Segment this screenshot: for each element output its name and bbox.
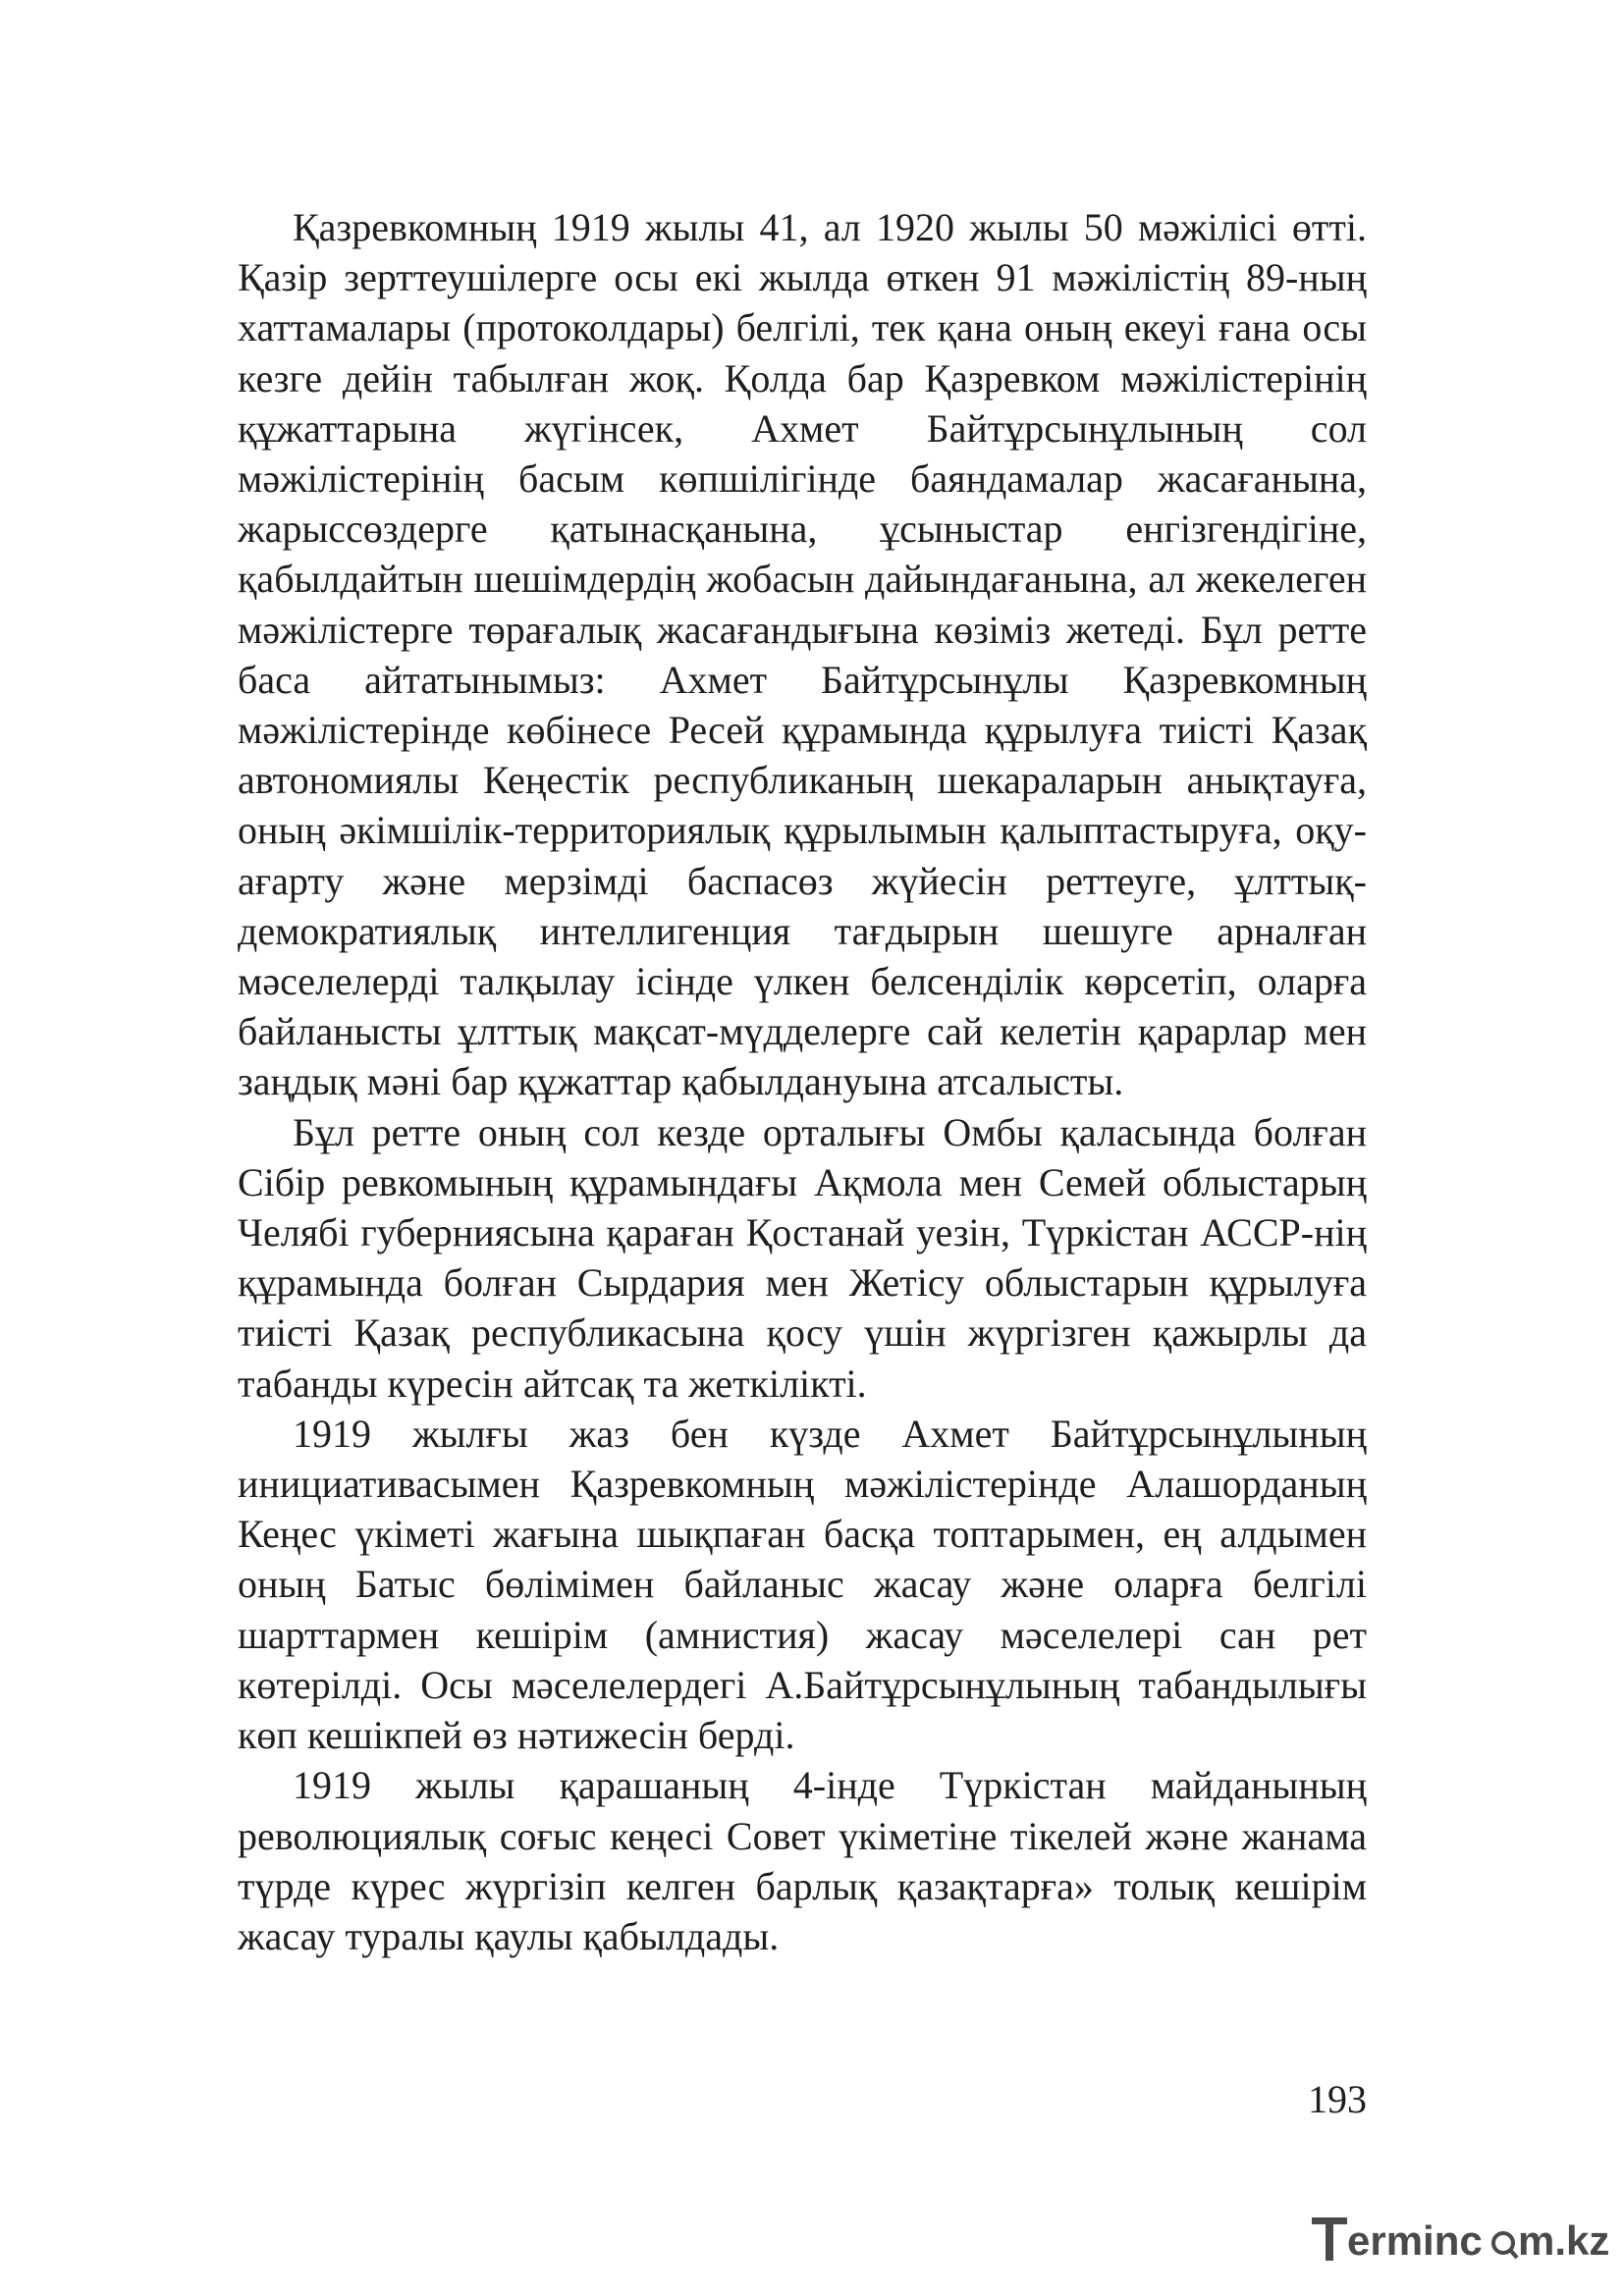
paragraph-4: 1919 жылы қарашаның 4-інде Түркістан майданының революциялық соғыс кеңесі Совет үкіметіне тікелей және жанама түрде күрес жүргізіп келген барлық қазақтарға» толық кешірім жасау туралы қаулы қабылдады. (238, 1763, 1367, 1958)
page-number: 193 (1308, 2077, 1367, 2121)
body-text (238, 202, 1367, 1961)
svg-text:erminc: erminc (1347, 2217, 1483, 2264)
svg-text:m.kz: m.kz (1518, 2217, 1610, 2264)
termincom-watermark-logo (1310, 2212, 1610, 2269)
paragraph-2: Бұл ретте оның сол кезде орталығы Омбы қаласында болған Сібір ревкомының құрамындағы Ақмола мен Семей облыстарың Челябі губерниясына қараған Қостанай уезін, Түркістан АССР-нің құрамында болған Сырдария мен Жетісу облыстарын құрылуға тиісті Қазақ республикасына қосу үшін жүргізген қажырлы да табанды күресін айтсақ та жеткілікті. (238, 1109, 1367, 1406)
paragraph-3: 1919 жылғы жаз бен күзде Ахмет Байтұрсынұлының инициативасымен Қазревкомның мәжілістерінде Алашорданың Кеңес үкіметі жағына шықпаған басқа топтарымен, ең алдымен оның Батыс бөлімімен байланыс жасау және оларға белгілі шарттармен кешірім (амнистия) жасау мәселелері сан рет көтерілді. Осы мәселелердегі А.Байтұрсынұлының табандылығы көп кешікпей өз нәтижесін берді. (238, 1411, 1367, 1758)
t-letter-magnifier-logo-icon (1310, 2212, 1610, 2269)
paragraph-1: Қазревкомның 1919 жылы 41, ал 1920 жылы 50 мәжілісі өтті. Қазір зерттеушілерге осы екі жылда өткен 91 мәжілістің 89-ның хаттамалары (протоколдары) белгілі, тек қана оның екеуі ғана осы кезге дейін табылған жоқ. Қолда бар Қазревком мәжілістерінің құжаттарына жүгінсек, Ахмет Байтұрсынұлының сол мәжілістерінің басым көпшілігінде баяндамалар жасағанына, жарыссөздерге қатынасқанына, ұсыныстар енгізгендігіне, қабылдайтын шешімдердің жобасын дайындағанына, ал жекелеген мәжілістерге төрағалық жасағандығына көзіміз жетеді. Бұл ретте баса айтатынымыз: Ахмет Байтұрсынұлы Қазревкомның мәжілістерінде көбінесе Ресей құрамында құрылуға тиісті Қазақ автономиялы Кеңестік республиканың шекараларын анықтауға, оның әкімшілік-территориялық құрылымын қалыптастыруға, оқу-ағарту және мерзімді баспасөз жүйесін реттеуге, ұлттық-демократиялық интеллигенция тағдырын шешуге арналған мәселелерді талқылау ісінде үлкен белсенділік көрсетіп, оларға байланысты ұлттық мақсат-мүдделерге сай келетін қарарлар мен заңдық мәні бар құжаттар қабылдануына атсалысты. (238, 205, 1367, 1104)
